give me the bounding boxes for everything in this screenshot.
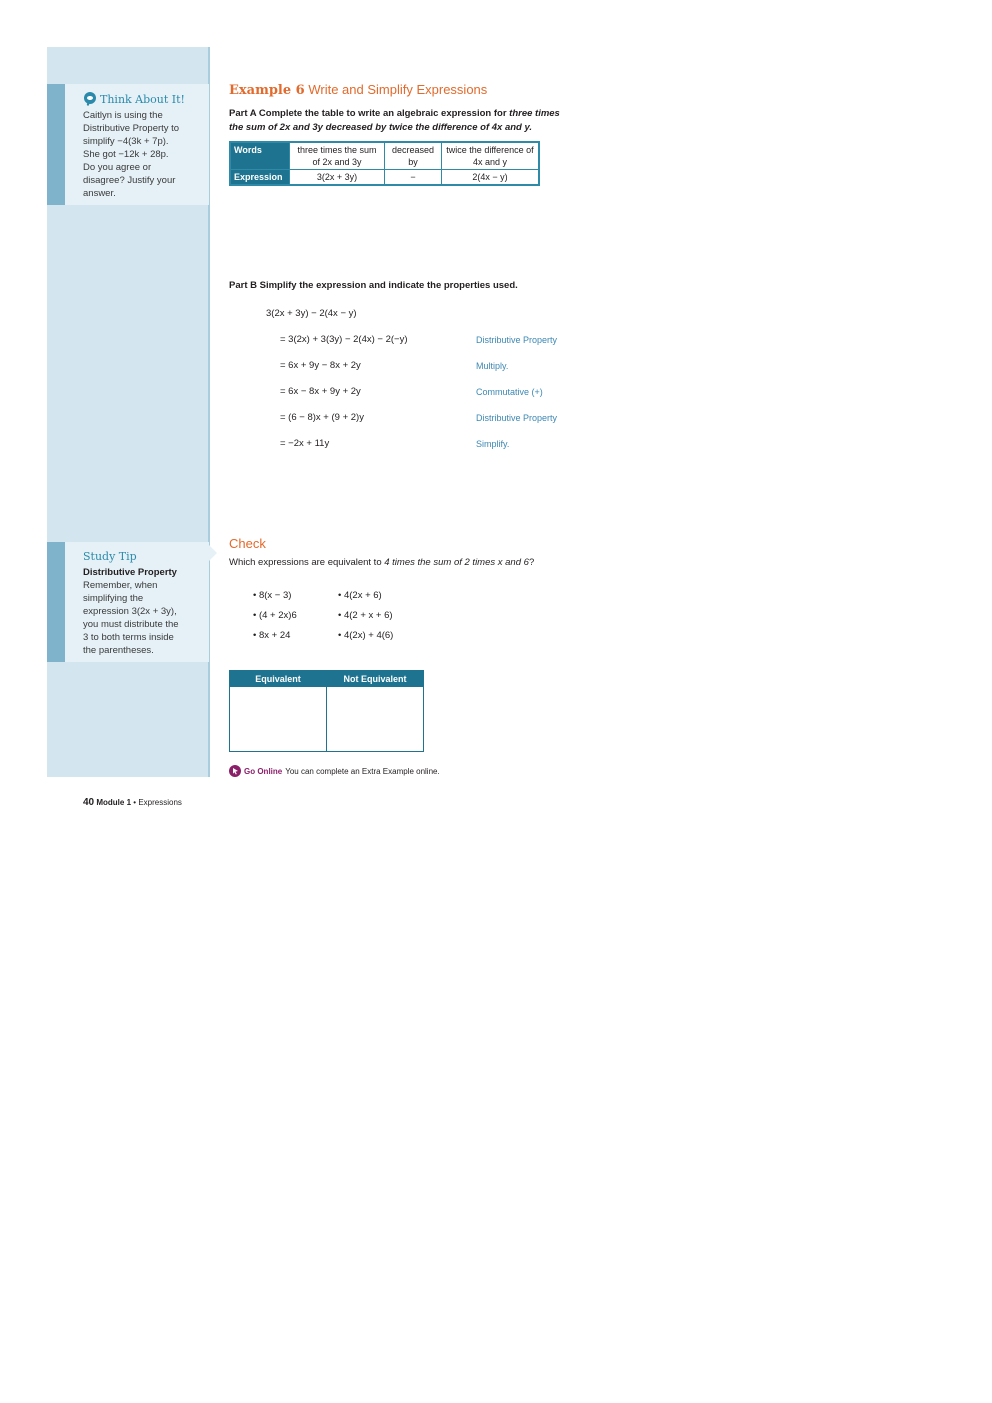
option-item[interactable]: • 8x + 24 (253, 630, 291, 641)
think-text-line: disagree? Justify your (83, 175, 176, 186)
go-online-text: You can complete an Extra Example online. (285, 766, 440, 776)
not-equivalent-column[interactable] (326, 671, 423, 751)
page-footer (83, 797, 182, 808)
step-reason: Commutative (+) (476, 387, 543, 397)
step-reason: Distributive Property (476, 335, 558, 345)
option-text: 4(2x + 6) (343, 590, 382, 601)
part-b-text: Simplify the expression and indicate the properties used. (259, 280, 518, 291)
check-question (229, 556, 559, 570)
table-row-head: Expression (230, 170, 290, 186)
step-expression: = (6 − 8)x + (9 + 2)y (280, 412, 364, 423)
option-item[interactable]: • 4(2x) + 4(6) (338, 630, 394, 641)
think-text-line: Do you agree or (83, 162, 152, 173)
step-expression: = −2x + 11y (280, 438, 330, 449)
part-b-prompt (229, 279, 518, 293)
example-section (229, 82, 574, 186)
table-cell: decreased by (385, 142, 442, 170)
option-item[interactable]: • 8(x − 3) (253, 590, 292, 601)
footer-topic: Expressions (138, 798, 182, 807)
part-a-text: Complete the table to write an algebraic expression for (258, 108, 507, 119)
study-tip-pointer (209, 545, 217, 561)
check-question-end: ? (528, 557, 535, 568)
option-text: 8x + 24 (258, 630, 291, 641)
words-expression-table (229, 141, 540, 186)
page-number: 40 (83, 797, 95, 808)
think-text-line: Distributive Property to (83, 123, 180, 134)
study-text-line: you must distribute the (83, 619, 179, 630)
think-about-it-box (47, 84, 209, 205)
think-text-line: answer. (83, 188, 116, 199)
study-text-line: 3 to both terms inside (83, 632, 174, 643)
step-reason: Multiply. (476, 361, 509, 371)
table-cell: three times the sum of 2x and 3y (290, 142, 385, 170)
think-about-it-title: Think About It! (100, 92, 185, 106)
option-text: 4(2 + x + 6) (343, 610, 393, 621)
table-cell: 2(4x − y) (442, 170, 540, 186)
think-text-line: Caitlyn is using the (83, 110, 163, 121)
table-row (230, 142, 539, 170)
think-text-line: She got −12k + 28p. (83, 149, 169, 160)
check-heading: Check (229, 536, 266, 551)
option-text: 4(2x) + 4(6) (343, 630, 394, 641)
part-b-label: Part B (229, 280, 257, 291)
step-expression: = 3(2x) + 3(3y) − 2(4x) − 2(−y) (280, 334, 408, 345)
option-item[interactable]: • 4(2 + x + 6) (338, 610, 393, 621)
study-tip-title: Study Tip (83, 550, 137, 563)
part-a-italic: three times the sum of 2x and 3y decreased by twice the difference of 4x and y. (229, 108, 560, 133)
example-title: Write and Simplify Expressions (308, 82, 488, 97)
step-expression: = 6x − 8x + 9y + 2y (280, 386, 361, 397)
footer-module: Module 1 (96, 798, 132, 807)
step-reason: Simplify. (476, 439, 510, 449)
part-a-label: Part A (229, 108, 257, 119)
part-a-prompt (229, 107, 574, 135)
footer-separator: • (133, 798, 137, 807)
go-online-note[interactable] (229, 765, 440, 777)
option-item[interactable]: • (4 + 2x)6 (253, 610, 297, 621)
thought-bubble-icon (83, 92, 97, 106)
table-cell: twice the difference of 4x and y (442, 142, 540, 170)
study-tip-subtitle: Distributive Property (83, 567, 177, 578)
step-expression: = 6x + 9y − 8x + 2y (280, 360, 361, 371)
box-accent-bar (47, 84, 65, 205)
table-row-head: Words (230, 142, 290, 170)
example-heading (229, 82, 574, 98)
option-text: 8(x − 3) (258, 590, 292, 601)
table-cell: 3(2x + 3y) (290, 170, 385, 186)
sort-table (229, 670, 424, 752)
check-question-italic: 4 times the sum of 2 times x and 6 (384, 557, 529, 568)
step-reason: Distributive Property (476, 413, 558, 423)
study-text-line: expression 3(2x + 3y), (83, 606, 177, 617)
table-row (230, 170, 539, 186)
equivalent-header: Equivalent (230, 671, 326, 687)
example-label: Example 6 (229, 83, 305, 98)
study-text-line: simplifying the (83, 593, 144, 604)
option-text: (4 + 2x)6 (258, 610, 297, 621)
not-equivalent-header: Not Equivalent (327, 671, 423, 687)
study-tip-box (47, 542, 209, 662)
cursor-icon (229, 765, 241, 777)
study-text-line: the parentheses. (83, 645, 154, 656)
equivalent-column[interactable] (230, 671, 326, 751)
box-accent-bar (47, 542, 65, 662)
go-online-label: Go Online (244, 766, 283, 776)
check-question-text: Which expressions are equivalent to (229, 557, 382, 568)
step-expression: 3(2x + 3y) − 2(4x − y) (266, 308, 357, 319)
option-item[interactable]: • 4(2x + 6) (338, 590, 382, 601)
study-text-line: Remember, when (83, 580, 158, 591)
table-cell: − (385, 170, 442, 186)
think-text-line: simplify −4(3k + 7p). (83, 136, 169, 147)
